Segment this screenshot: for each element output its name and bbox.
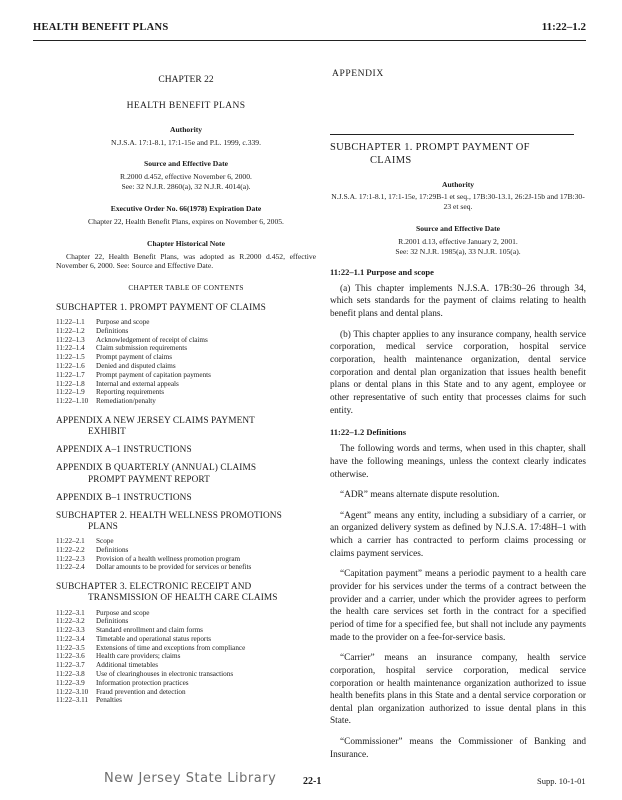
sub1-source-heading: Source and Effective Date <box>415 224 500 234</box>
toc-entry <box>56 609 316 618</box>
toc-entry <box>56 353 316 362</box>
toc-entry-number: 11:22–1.8 <box>56 379 85 388</box>
toc-appendix-a-line-2: EXHIBIT <box>88 427 126 438</box>
right-column <box>330 68 586 769</box>
sub1-authority-text: N.J.S.A. 17:1-8.1, 17:1-15e, 17:29B-1 et seq., 17B:30-13.1, 26:2J-15b and 17B:30-23 et seq. <box>331 192 585 212</box>
toc-entry-number: 11:22–3.7 <box>56 661 85 670</box>
toc-entry <box>56 688 316 697</box>
toc-entry <box>56 635 316 644</box>
toc-entry-title: Acknowledgement of receipt of claims <box>96 335 208 344</box>
chapter-number: CHAPTER 22 <box>158 75 214 85</box>
toc-entry-title: Reporting requirements <box>96 388 165 397</box>
toc-entry-title: Claim submission requirements <box>96 344 188 353</box>
authority-text: N.J.S.A. 17:1-8.1, 17:1-15e and P.L. 1999, c.339. <box>111 137 261 147</box>
toc-subchapter-1 <box>56 303 316 314</box>
toc-subchapter-1-title: SUBCHAPTER 1. PROMPT PAYMENT OF CLAIMS <box>56 302 266 313</box>
toc-subchapter-1-rows <box>56 318 316 406</box>
toc-entry-number: 11:22–1.10 <box>56 397 89 406</box>
paragraph-a: (a) This chapter implements N.J.S.A. 17B:30–26 through 34, which sets standards for the payment of claims relating to health benefit plans and dental plans. <box>330 283 586 320</box>
toc-entry-title: Purpose and scope <box>96 318 150 327</box>
toc-subchapter-2 <box>56 511 316 533</box>
definition-adr: “ADR” means alternate dispute resolution. <box>340 490 500 501</box>
historical-note-text: Chapter 22, Health Benefit Plans, was adopted as R.2000 d.452, effective November 6, 2000. See: Source and Effective Date. <box>56 251 316 271</box>
paragraph-b: (b) This chapter applies to any insurance company, health service corporation, medical service corporation, hospital service corporation, health maintenance organization, dental service corporation and dental plan organization that issues health benefit plans or dental plans in this State and to any agent, employee or other representative of such entity that processes claims for such entity. <box>330 329 586 416</box>
toc-entry-number: 11:22–1.6 <box>56 361 85 370</box>
toc-entry <box>56 344 316 353</box>
toc-entry-number: 11:22–1.9 <box>56 388 85 397</box>
toc-subchapter-2-rows <box>56 537 316 572</box>
toc-entry-title: Health care providers; claims <box>96 652 181 661</box>
header-title: HEALTH BENEFIT PLANS <box>33 22 169 33</box>
toc-subchapter-3 <box>56 582 316 604</box>
toc-entry-number: 11:22–3.1 <box>56 608 85 617</box>
toc-entry <box>56 626 316 635</box>
toc-appendix-b-line-1: APPENDIX B QUARTERLY (ANNUAL) CLAIMS <box>56 463 257 474</box>
toc-entry <box>56 327 316 336</box>
toc-entry <box>56 644 316 653</box>
toc-entry-title: Information protection practices <box>96 678 189 687</box>
left-column <box>56 74 316 715</box>
sub1-source-line-1: R.2001 d.13, effective January 2, 2001. <box>398 237 518 247</box>
toc-entry-title: Scope <box>96 537 114 546</box>
toc-entry-number: 11:22–2.1 <box>56 537 85 546</box>
toc-subchapter-3-line-2: TRANSMISSION OF HEALTH CARE CLAIMS <box>88 593 278 604</box>
toc-subchapter-3-rows <box>56 609 316 706</box>
toc-entry-number: 11:22–1.4 <box>56 344 85 353</box>
executive-order-text: Chapter 22, Health Benefit Plans, expires on November 6, 2005. <box>88 216 284 226</box>
toc-entry-title: Provision of a health wellness promotion program <box>96 554 241 563</box>
toc-entry <box>56 546 316 555</box>
toc-entry-number: 11:22–1.7 <box>56 370 85 379</box>
toc-entry <box>56 555 316 564</box>
historical-note-heading: Chapter Historical Note <box>147 238 225 248</box>
toc-entry-number: 11:22–3.6 <box>56 652 85 661</box>
library-stamp: New Jersey State Library <box>104 771 277 786</box>
toc-appendix-a-line-1: APPENDIX A NEW JERSEY CLAIMS PAYMENT <box>56 415 255 426</box>
page-number: 22-1 <box>303 776 322 787</box>
subchapter-1-heading-line-1: SUBCHAPTER 1. PROMPT PAYMENT OF <box>330 142 530 154</box>
toc-title: CHAPTER TABLE OF CONTENTS <box>128 283 244 293</box>
source-heading: Source and Effective Date <box>143 159 228 169</box>
subchapter-1-heading <box>330 134 574 167</box>
toc-entry-number: 11:22–2.3 <box>56 554 85 563</box>
toc-entry <box>56 617 316 626</box>
toc-entry-number: 11:22–3.4 <box>56 634 85 643</box>
source-line-2: See: 32 N.J.R. 2860(a), 32 N.J.R. 4014(a). <box>121 182 251 192</box>
toc-entry-number: 11:22–1.2 <box>56 326 85 335</box>
appendix-label: APPENDIX <box>332 69 384 79</box>
toc-entry <box>56 661 316 670</box>
header-section: 11:22–1.2 <box>541 21 586 33</box>
chapter-title: HEALTH BENEFIT PLANS <box>126 101 246 112</box>
toc-entry-number: 11:22–3.2 <box>56 617 85 626</box>
toc-entry-number: 11:22–3.5 <box>56 643 85 652</box>
executive-order-heading: Executive Order No. 66(1978) Expiration Date <box>110 203 262 213</box>
toc-entry-title: Remediation/penalty <box>96 397 156 406</box>
toc-entry-title: Use of clearinghouses in electronic transactions <box>96 670 234 679</box>
toc-appendix-a1: APPENDIX A–1 INSTRUCTIONS <box>56 445 192 456</box>
toc-entry <box>56 318 316 327</box>
toc-entry-title: Purpose and scope <box>96 608 150 617</box>
toc-entry <box>56 362 316 371</box>
toc-entry-title: Standard enrollment and claim forms <box>96 626 203 635</box>
toc-entry-number: 11:22–3.11 <box>56 696 89 705</box>
toc-entry-title: Timetable and operational status reports <box>96 634 212 643</box>
toc-subchapter-2-line-2: PLANS <box>88 521 118 532</box>
toc-entry <box>56 679 316 688</box>
toc-entry-title: Internal and external appeals <box>96 379 179 388</box>
toc-entry-number: 11:22–3.8 <box>56 670 85 679</box>
sub1-source-line-2: See: 32 N.J.R. 1985(a), 33 N.J.R. 105(a). <box>395 246 521 256</box>
toc-entry-title: Definitions <box>96 545 129 554</box>
toc-entry <box>56 388 316 397</box>
definition-capitation-payment: “Capitation payment” means a periodic payment to a health care provider for his services under the terms of a contract between the provider and a carrier, under which the provider agrees to perform the health care services set forth in the contract for a specified period of time for a specified fee, but shall not include any payments made to the provider on a fee-for-service basis. <box>330 569 586 643</box>
toc-entry-number: 11:22–3.9 <box>56 678 85 687</box>
toc-entry <box>56 397 316 406</box>
section-1-1-heading: 11:22–1.1 Purpose and scope <box>330 266 434 277</box>
toc-entry <box>56 670 316 679</box>
toc-subchapter-3-line-1: SUBCHAPTER 3. ELECTRONIC RECEIPT AND <box>56 582 252 593</box>
sub1-authority-heading: Authority <box>441 179 475 189</box>
toc-appendix-b1: APPENDIX B–1 INSTRUCTIONS <box>56 492 192 503</box>
toc-entry-title: Additional timetables <box>96 661 159 670</box>
toc-entry-number: 11:22–1.5 <box>56 353 85 362</box>
toc-entry-title: Prompt payment of claims <box>96 353 173 362</box>
definition-agent: “Agent” means any entity, including a subsidiary of a carrier, or an organized delivery system as defined by N.J.S.A. 17:48H–1 with which a carrier has contracted to perform claims processing or claims payment services. <box>330 510 586 559</box>
running-header <box>33 20 586 41</box>
toc-appendix-b <box>56 463 316 485</box>
toc-entry <box>56 380 316 389</box>
paragraph-definitions-intro: The following words and terms, when used in this chapter, shall have the following meanings, unless the context clearly indicates otherwise. <box>330 444 586 480</box>
toc-appendix-b-line-2: PROMPT PAYMENT REPORT <box>88 474 210 485</box>
toc-entry <box>56 336 316 345</box>
toc-entry <box>56 563 316 572</box>
toc-entry-title: Definitions <box>96 326 129 335</box>
toc-entry <box>56 652 316 661</box>
source-line-1: R.2000 d.452, effective November 6, 2000. <box>120 172 252 182</box>
toc-entry-title: Extensions of time and exceptions from compliance <box>96 643 246 652</box>
toc-entry-number: 11:22–2.4 <box>56 563 85 572</box>
toc-entry-title: Denied and disputed claims <box>96 361 176 370</box>
toc-entry-title: Definitions <box>96 617 129 626</box>
definition-carrier: “Carrier” means an insurance company, health service corporation, hospital service corporation, medical service corporation or health maintenance organization authorized to issue health benefits plans in this State and a dental service corporation or dental plan organization authorized to issue dental plans in this State. <box>330 653 586 727</box>
toc-entry-number: 11:22–3.3 <box>56 626 85 635</box>
toc-entry-title: Prompt payment of capitation payments <box>96 370 211 379</box>
supplement-date: Supp. 10-1-01 <box>537 776 586 786</box>
definition-commissioner: “Commissioner” means the Commissioner of Banking and Insurance. <box>330 737 586 760</box>
toc-entry-title: Fraud prevention and detection <box>96 687 186 696</box>
toc-entry <box>56 371 316 380</box>
toc-entry-title: Penalties <box>96 696 122 705</box>
toc-entry <box>56 537 316 546</box>
toc-entry-number: 11:22–1.3 <box>56 335 85 344</box>
toc-entry-number: 11:22–1.1 <box>56 318 85 327</box>
toc-entry <box>56 696 316 705</box>
toc-appendix-a <box>56 416 316 438</box>
subchapter-1-heading-line-2: CLAIMS <box>370 155 412 167</box>
toc-entry-title: Dollar amounts to be provided for services or benefits <box>96 563 252 572</box>
section-1-2-heading: 11:22–1.2 Definitions <box>330 427 407 438</box>
authority-heading: Authority <box>169 124 203 134</box>
toc-entry-number: 11:22–3.10 <box>56 687 89 696</box>
toc-entry-number: 11:22–2.2 <box>56 545 85 554</box>
toc-subchapter-2-line-1: SUBCHAPTER 2. HEALTH WELLNESS PROMOTIONS <box>56 510 282 521</box>
